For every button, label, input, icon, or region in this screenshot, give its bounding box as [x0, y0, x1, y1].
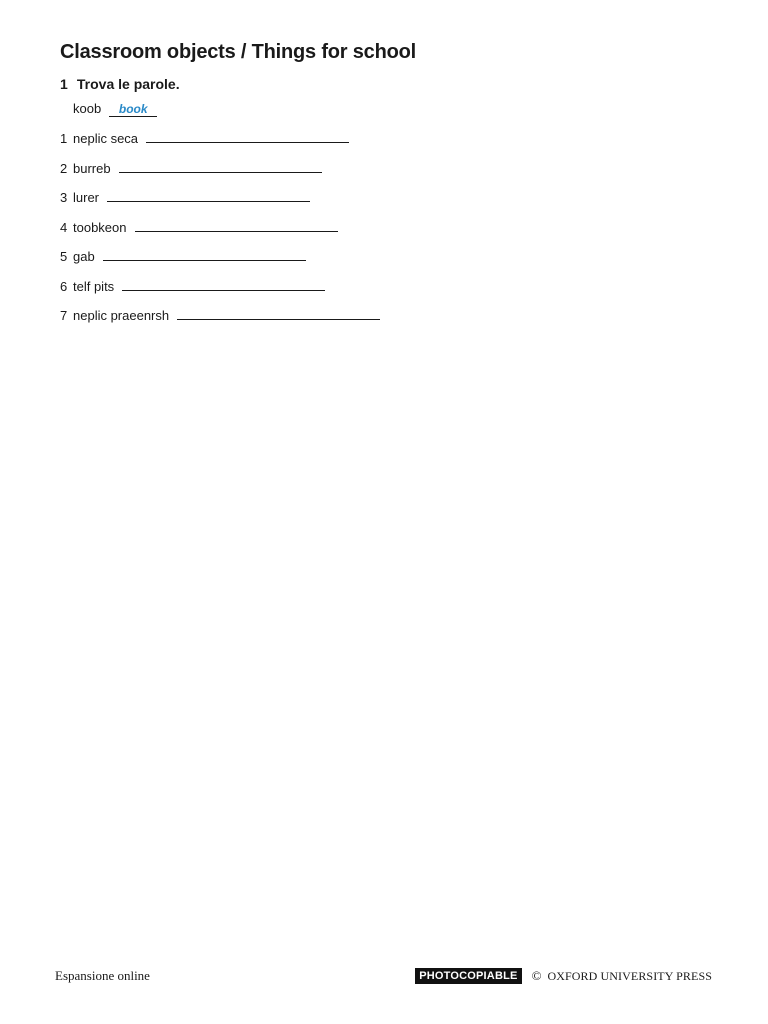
example-row — [73, 101, 157, 117]
photocopiable-badge: PHOTOCOPIABLE — [415, 968, 521, 984]
example-answer: book — [109, 102, 157, 117]
footer-publisher — [415, 968, 712, 984]
item-number: 4 — [60, 219, 68, 235]
exercise-item — [60, 219, 380, 249]
answer-line[interactable] — [177, 307, 380, 320]
copyright-symbol: © — [531, 968, 542, 983]
page-title: Classroom objects / Things for school — [60, 41, 416, 63]
item-scrambled-word: burreb — [73, 160, 111, 176]
exercise-item — [60, 160, 380, 190]
answer-line[interactable] — [122, 278, 325, 291]
item-number: 6 — [60, 278, 68, 294]
item-scrambled-word: gab — [73, 249, 95, 264]
exercise-item — [60, 130, 380, 160]
item-scrambled-word: telf pits — [73, 278, 115, 294]
item-number: 1 — [60, 131, 68, 146]
exercise-item — [60, 307, 380, 337]
item-scrambled-word: lurer — [73, 190, 100, 205]
item-number: 2 — [60, 160, 68, 176]
exercise-item — [60, 189, 380, 219]
item-scrambled-word: neplic praeenrsh — [73, 308, 170, 323]
exercise-instruction: Trova le parole. — [76, 76, 180, 92]
exercise-number: 1 — [60, 76, 68, 92]
answer-line[interactable] — [135, 219, 338, 232]
answer-line[interactable] — [103, 248, 306, 261]
answer-line[interactable] — [119, 160, 322, 173]
exercise-item — [60, 278, 380, 308]
item-number: 3 — [60, 190, 68, 205]
answer-line[interactable] — [107, 189, 310, 202]
item-scrambled-word: toobkeon — [73, 219, 127, 235]
exercise-item-list — [60, 130, 380, 337]
example-scrambled-word: koob — [73, 101, 102, 116]
exercise-heading — [60, 76, 180, 92]
exercise-item — [60, 248, 380, 278]
answer-line[interactable] — [146, 130, 349, 143]
publisher-name: OXFORD UNIVERSITY PRESS — [547, 968, 712, 983]
footer-online-expansion: Espansione online — [55, 968, 150, 983]
item-scrambled-word: neplic seca — [73, 131, 139, 146]
item-number: 5 — [60, 249, 68, 264]
item-number: 7 — [60, 308, 68, 323]
